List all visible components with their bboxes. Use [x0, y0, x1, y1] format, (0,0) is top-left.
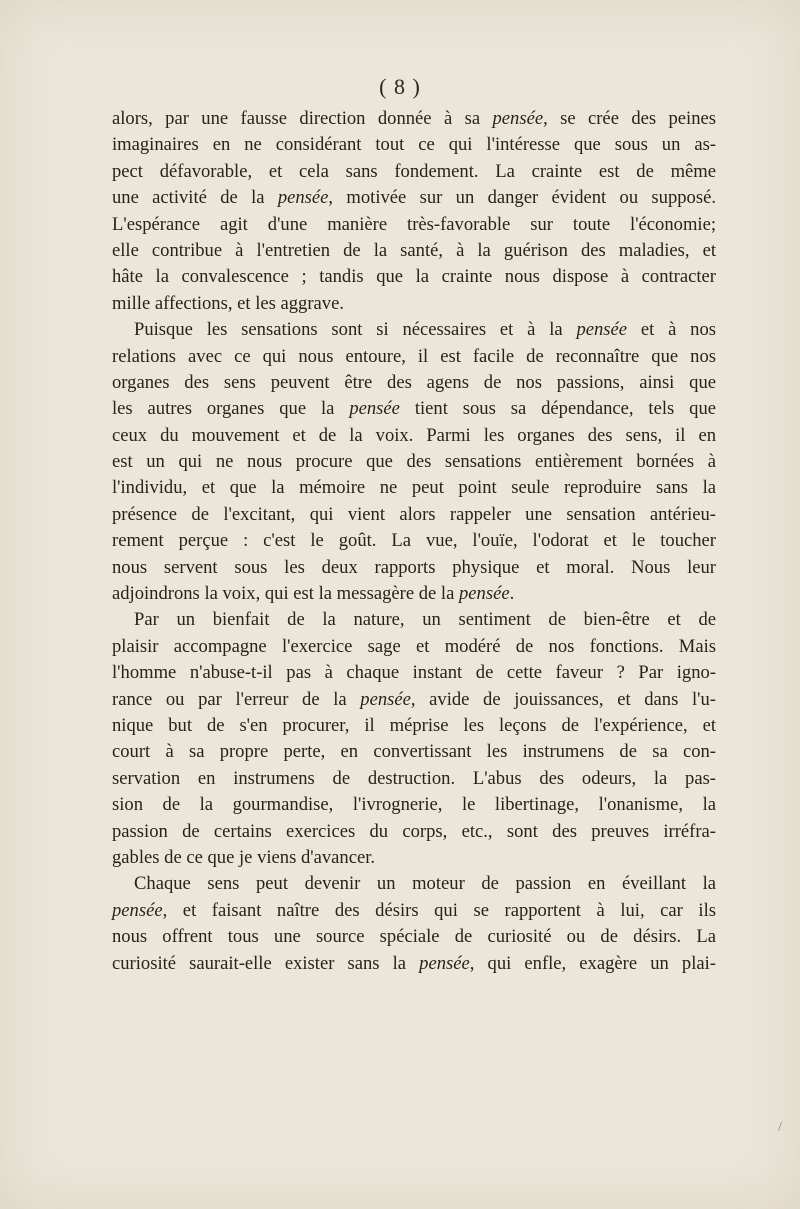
text-line: court à sa propre perte, en convertissant les instrumens de sa con- [112, 741, 716, 763]
text-line: Chaque sens peut devenir un moteur de passion en éveillant la [134, 873, 716, 895]
text-line: Par un bienfait de la nature, un sentiment de bien-être et de [134, 609, 716, 631]
text-line: Puisque les sensations sont si nécessaires et à la pensée et à nos [134, 319, 716, 341]
margin-mark: / [778, 1120, 782, 1135]
text-line: L'espérance agit d'une manière très-favorable sur toute l'économie; [112, 213, 716, 235]
text-line: plaisir accompagne l'exercice sage et modéré de nos fonctions. Mais [112, 635, 716, 657]
text-line: pect défavorable, et cela sans fondement. La crainte est de même [112, 160, 716, 182]
text-line: elle contribue à l'entretien de la santé, à la guérison des maladies, et [112, 239, 716, 261]
text-line: est un qui ne nous procure que des sensations entièrement bornées à [112, 451, 716, 473]
text-line: imaginaires en ne considérant tout ce qui l'intéresse que sous un as- [112, 134, 716, 156]
text-line: curiosité saurait-elle exister sans la pensée, qui enfle, exagère un plai- [112, 952, 716, 974]
text-line: l'homme n'abuse-t-il pas à chaque instant de cette faveur ? Par igno- [112, 662, 716, 684]
text-line: nique but de s'en procurer, il méprise les leçons de l'expérience, et [112, 714, 716, 736]
text-line: sion de la gourmandise, l'ivrognerie, le libertinage, l'onanisme, la [112, 794, 716, 816]
text-line: les autres organes que la pensée tient sous sa dépendance, tels que [112, 398, 717, 420]
text-line: l'individu, et que la mémoire ne peut point seule reproduire sans la [112, 477, 716, 499]
text-line: alors, par une fausse direction donnée à sa pensée, se crée des peines [112, 108, 717, 129]
text-line: nous servent sous les deux rapports physique et moral. Nous leur [112, 556, 716, 578]
body-text [112, 106, 716, 977]
text-line: organes des sens peuvent être des agens de nos passions, ainsi que [112, 371, 716, 393]
text-line: relations avec ce qui nous entoure, il est facile de reconnaître que nos [112, 345, 716, 367]
text-line: mille affections, et les aggrave. [112, 292, 344, 314]
text-line: hâte la convalescence ; tandis que la crainte nous dispose à contracter [112, 266, 716, 288]
text-line: nous offrent tous une source spéciale de curiosité ou de désirs. La [112, 926, 716, 948]
text-line: gables de ce que je viens d'avancer. [112, 846, 376, 868]
page-number: ( 8 ) [379, 74, 421, 99]
text-line: servation en instrumens de destruction. L'abus des odeurs, la pas- [112, 767, 716, 789]
text-line: passion de certains exercices du corps, etc., sont des preuves irréfra- [112, 820, 716, 842]
text-line: ceux du mouvement et de la voix. Parmi les organes des sens, il en [112, 424, 716, 446]
text-line: rement perçue : c'est le goût. La vue, l'ouïe, l'odorat et le toucher [112, 530, 716, 552]
text-line: adjoindrons la voix, qui est la messagère de la pensée. [112, 583, 515, 605]
text-line: rance ou par l'erreur de la pensée, avide de jouissances, et dans l'u- [112, 688, 716, 710]
text-line: présence de l'excitant, qui vient alors rappeler une sensation antérieu- [112, 503, 716, 525]
text-line: une activité de la pensée, motivée sur un danger évident ou supposé. [112, 187, 716, 209]
text-line: pensée, et faisant naître des désirs qui se rapportent à lui, car ils [112, 899, 716, 921]
